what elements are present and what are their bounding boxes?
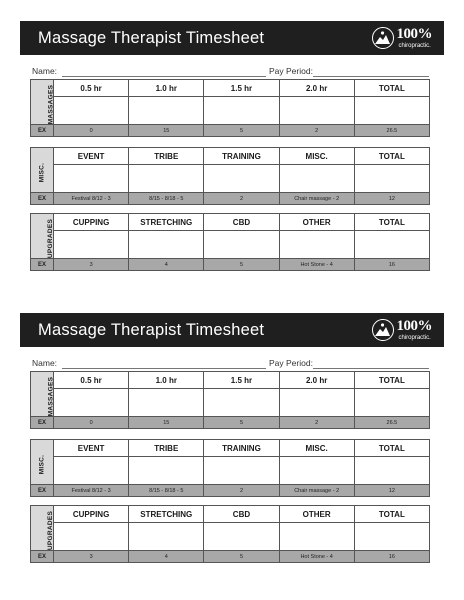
column-header: 2.0 hr — [279, 80, 354, 97]
section-side-label: UPGRADES — [31, 506, 54, 551]
example-label: EX — [31, 551, 54, 563]
column-header: 0.5 hr — [54, 80, 129, 97]
pay-period-label: Pay Period: — [269, 66, 313, 76]
entry-cell[interactable] — [54, 389, 129, 417]
brand-logo — [372, 27, 433, 49]
entry-cell[interactable] — [279, 389, 354, 417]
example-value: 4 — [129, 551, 204, 563]
example-value: 26.5 — [354, 417, 429, 429]
timesheet-form — [20, 21, 444, 268]
section-side-label: MASSAGES — [31, 80, 54, 125]
entry-cell[interactable] — [54, 97, 129, 125]
entry-cell[interactable] — [129, 97, 204, 125]
column-header: EVENT — [54, 440, 129, 457]
timesheet-form — [20, 313, 444, 560]
column-header: TRAINING — [204, 148, 279, 165]
entry-cell[interactable] — [279, 165, 354, 193]
spine-logo-icon — [372, 319, 394, 341]
example-value: Hot Stone - 4 — [279, 551, 354, 563]
example-value: Festival 8/12 - 3 — [54, 193, 129, 205]
entry-cell[interactable] — [54, 523, 129, 551]
example-value: 16 — [354, 259, 429, 271]
column-header: TRIBE — [129, 148, 204, 165]
logo-subtitle: chiropractic. — [398, 335, 431, 341]
entry-cell[interactable] — [204, 165, 279, 193]
example-value: 8/15 - 8/18 - 5 — [129, 193, 204, 205]
example-value: Hot Stone - 4 — [279, 259, 354, 271]
misc-section — [30, 439, 430, 497]
example-value: 8/15 - 8/18 - 5 — [129, 485, 204, 497]
entry-cell[interactable] — [354, 231, 429, 259]
example-value: 5 — [204, 259, 279, 271]
column-header: STRETCHING — [129, 214, 204, 231]
massages-section — [30, 371, 430, 429]
example-value: 5 — [204, 125, 279, 137]
sheet-header — [20, 313, 444, 347]
example-row — [31, 193, 430, 205]
logo-percent: 100% — [396, 318, 432, 334]
entry-cell[interactable] — [279, 97, 354, 125]
column-header: EVENT — [54, 148, 129, 165]
column-header: MISC. — [279, 148, 354, 165]
sheet-meta — [20, 63, 444, 77]
column-header: TOTAL — [354, 214, 429, 231]
entry-cell[interactable] — [204, 97, 279, 125]
name-field[interactable] — [62, 76, 266, 77]
entry-cell[interactable] — [354, 457, 429, 485]
section-side-label: MISC. — [31, 148, 54, 193]
column-header: 1.5 hr — [204, 372, 279, 389]
entry-cell[interactable] — [204, 389, 279, 417]
column-header: CBD — [204, 506, 279, 523]
upgrades-section — [30, 213, 430, 271]
entry-cell[interactable] — [54, 165, 129, 193]
column-header: TOTAL — [354, 506, 429, 523]
example-value: 5 — [204, 551, 279, 563]
column-header: STRETCHING — [129, 506, 204, 523]
example-value: 12 — [354, 485, 429, 497]
entry-cell[interactable] — [354, 523, 429, 551]
example-value: Chair massage - 2 — [279, 485, 354, 497]
example-value: 5 — [204, 417, 279, 429]
pay-period-label: Pay Period: — [269, 358, 313, 368]
column-header: TOTAL — [354, 372, 429, 389]
example-value: 2 — [204, 193, 279, 205]
entry-cell[interactable] — [354, 165, 429, 193]
sheet-title: Massage Therapist Timesheet — [38, 28, 265, 47]
example-value: Chair massage - 2 — [279, 193, 354, 205]
example-value: Festival 8/12 - 3 — [54, 485, 129, 497]
entry-cell[interactable] — [279, 523, 354, 551]
pay-period-field[interactable] — [313, 76, 429, 77]
example-value: 3 — [54, 259, 129, 271]
example-label: EX — [31, 125, 54, 137]
entry-cell[interactable] — [54, 457, 129, 485]
column-header: TOTAL — [354, 148, 429, 165]
column-header: TRIBE — [129, 440, 204, 457]
example-value: 16 — [354, 551, 429, 563]
column-header: CUPPING — [54, 506, 129, 523]
column-header: OTHER — [279, 214, 354, 231]
sheet-meta — [20, 355, 444, 369]
column-header: TRAINING — [204, 440, 279, 457]
pay-period-field[interactable] — [313, 368, 429, 369]
example-row — [31, 551, 430, 563]
column-header: CBD — [204, 214, 279, 231]
example-value: 2 — [204, 485, 279, 497]
example-row — [31, 125, 430, 137]
column-header: CUPPING — [54, 214, 129, 231]
entry-cell[interactable] — [204, 523, 279, 551]
name-label: Name: — [32, 66, 58, 76]
entry-cell[interactable] — [129, 165, 204, 193]
example-label: EX — [31, 485, 54, 497]
example-value: 15 — [129, 125, 204, 137]
massages-section — [30, 79, 430, 137]
column-header: TOTAL — [354, 80, 429, 97]
column-header: 0.5 hr — [54, 372, 129, 389]
entry-cell[interactable] — [129, 457, 204, 485]
example-row — [31, 259, 430, 271]
example-value: 2 — [279, 417, 354, 429]
entry-cell[interactable] — [354, 97, 429, 125]
column-header: OTHER — [279, 506, 354, 523]
entry-cell[interactable] — [129, 389, 204, 417]
name-field[interactable] — [62, 368, 266, 369]
name-label: Name: — [32, 358, 58, 368]
example-value: 0 — [54, 417, 129, 429]
sheet-title: Massage Therapist Timesheet — [38, 320, 265, 339]
entry-cell[interactable] — [129, 523, 204, 551]
upgrades-section — [30, 505, 430, 563]
example-value: 3 — [54, 551, 129, 563]
misc-section — [30, 147, 430, 205]
entry-cell[interactable] — [279, 457, 354, 485]
column-header: 1.0 hr — [129, 80, 204, 97]
section-side-label: MASSAGES — [31, 372, 54, 417]
column-header: 1.0 hr — [129, 372, 204, 389]
example-value: 12 — [354, 193, 429, 205]
example-label: EX — [31, 259, 54, 271]
entry-cell[interactable] — [129, 231, 204, 259]
example-label: EX — [31, 193, 54, 205]
spine-logo-icon — [372, 27, 394, 49]
column-header: 2.0 hr — [279, 372, 354, 389]
example-value: 26.5 — [354, 125, 429, 137]
example-value: 2 — [279, 125, 354, 137]
column-header: TOTAL — [354, 440, 429, 457]
entry-cell[interactable] — [204, 231, 279, 259]
entry-cell[interactable] — [54, 231, 129, 259]
brand-logo — [372, 319, 433, 341]
example-row — [31, 485, 430, 497]
example-row — [31, 417, 430, 429]
entry-cell[interactable] — [204, 457, 279, 485]
section-side-label: MISC. — [31, 440, 54, 485]
column-header: MISC. — [279, 440, 354, 457]
sheet-header — [20, 21, 444, 55]
example-value: 0 — [54, 125, 129, 137]
entry-cell[interactable] — [279, 231, 354, 259]
section-side-label: UPGRADES — [31, 214, 54, 259]
logo-percent: 100% — [396, 26, 432, 42]
logo-subtitle: chiropractic. — [398, 43, 431, 49]
entry-cell[interactable] — [354, 389, 429, 417]
example-value: 4 — [129, 259, 204, 271]
column-header: 1.5 hr — [204, 80, 279, 97]
example-value: 15 — [129, 417, 204, 429]
example-label: EX — [31, 417, 54, 429]
